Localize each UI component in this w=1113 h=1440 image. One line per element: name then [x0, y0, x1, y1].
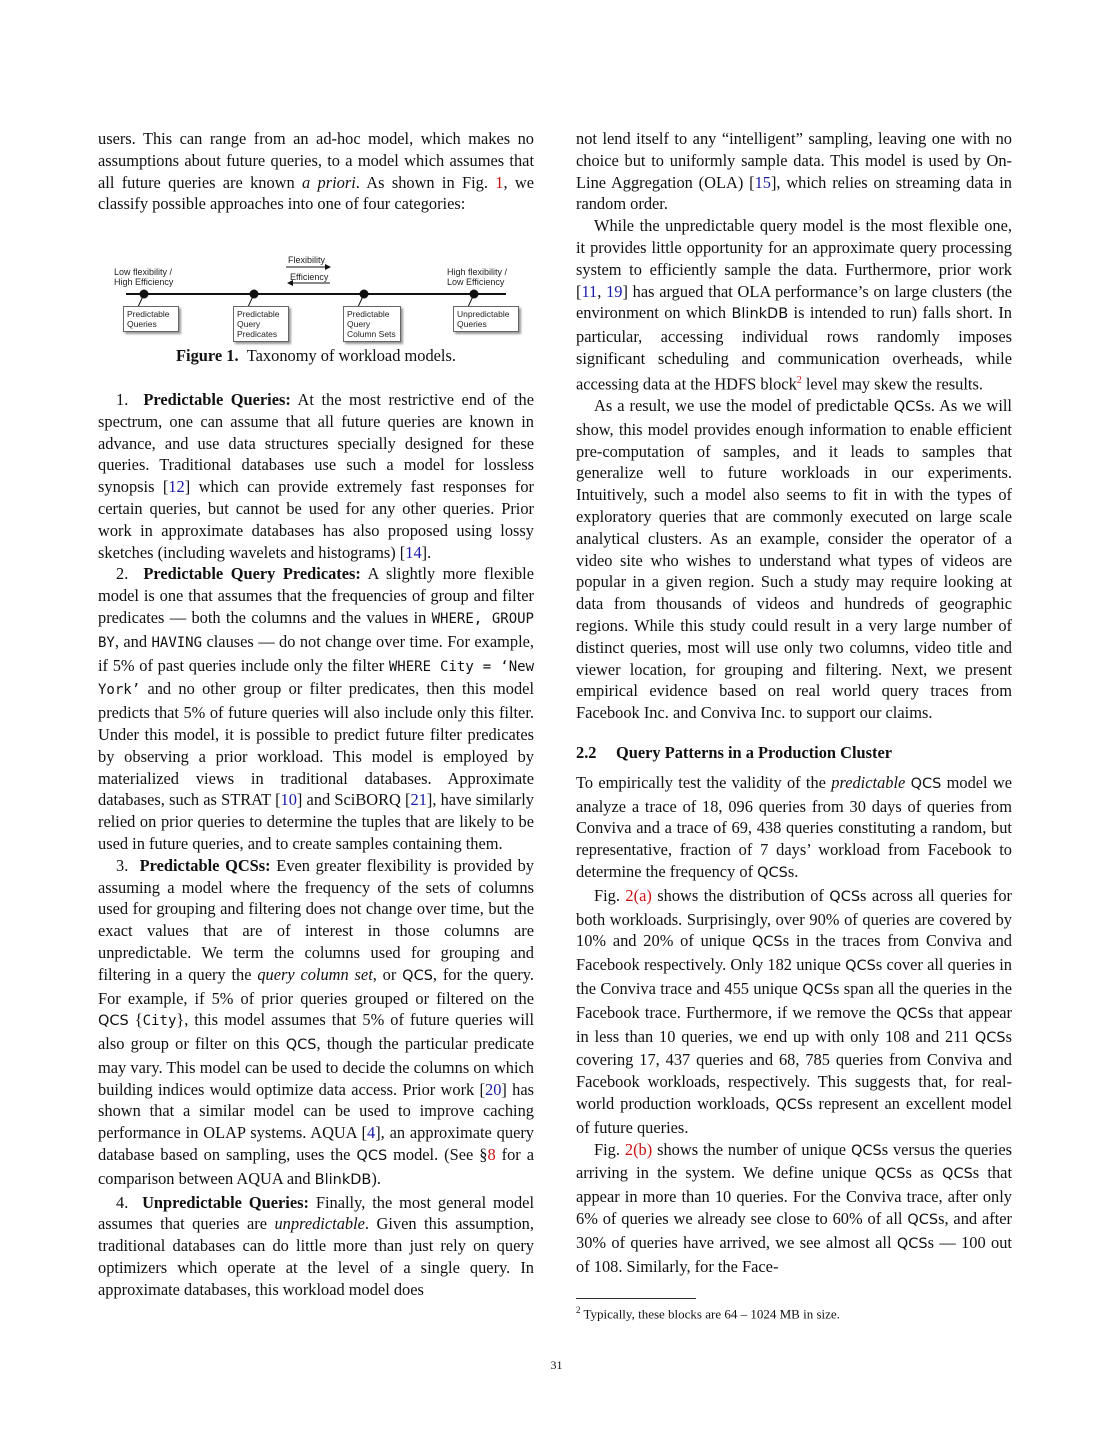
right-column — [576, 128, 1012, 1277]
footnote-mark-link[interactable]: 2 — [796, 374, 802, 386]
citation-link[interactable]: 19 — [606, 281, 623, 301]
box-predictable-query-column-sets: Predictable Query Column Sets — [343, 306, 401, 342]
figure-ref-link[interactable]: 1 — [495, 172, 504, 192]
efficiency-label: Efficiency — [290, 272, 329, 283]
footnote: $^2$ Typically, these blocks are 64 – 1024 MB in size. — [576, 1305, 840, 1322]
citation-link[interactable]: 4 — [366, 1123, 376, 1143]
figure-caption: Figure 1. Taxonomy of workload models. — [176, 346, 456, 366]
paragraph-fig2b: Fig. 2(b) shows the number of unique QCSs versus the queries arriving in the system. We define unique QCSs as QCSs that appear in more than 10 queries. For the Conviva trace, after only 6% of queries we already see close to 60% of all QCSs, and after 30% of queries have arrived, we see almost all QCSs — 100 out of 108. Similarly, for the Face- — [576, 1139, 1013, 1276]
item-unpredictable-queries: 4. Unpredictable Queries: Finally, the most general model assumes that queries are unpredictable. Given this assumption, traditional databases can do little more than just rely on query optimizers which operate at the level of a single query. In approximate databases, this workload model does — [98, 1192, 534, 1299]
citation-link[interactable]: 12 — [168, 477, 185, 497]
paragraph-predictable-qcs: As a result, we use the model of predictable QCSs. As we will show, this model provides enough information to enable efficient pre-computation of samples, and it leads to samples that generalize well to future workloads in our experiments. Intuitively, such a model also seems to fit in with the types of exploratory queries that are commonly executed on large scale analytical clusters. As an example, consider the operator of a video site who wishes to understand what types of videos are popular in a given region. Such a study may require looking at data from thousands of videos and hundreds of geographic regions. While this study could result in a very large number of distinct queries, most will use only two columns, video title and viewer location, for grouping and filtering. Next, we present empirical evidence based on real world query traces from Facebook Inc. and Conviva Inc. to support our claims. — [576, 396, 1012, 723]
citation-link[interactable]: 10 — [280, 790, 297, 810]
figure-ref-link[interactable]: 2(a) — [625, 885, 652, 905]
box-predictable-queries: Predictable Queries — [123, 306, 179, 332]
section-ref-link[interactable]: 8 — [487, 1145, 496, 1165]
section-heading: 2.2 Query Patterns in a Production Cluster — [576, 742, 893, 762]
left-column — [98, 128, 534, 1301]
left-end-label: Low flexibility / High Efficiency — [114, 267, 174, 288]
figure-taxonomy — [98, 249, 534, 340]
citation-link[interactable]: 20 — [485, 1079, 502, 1099]
item-predictable-query-predicates: 2. Predictable Query Predicates: A slightly more flexible model is one that assumes that the frequencies of group and filter predicates — both the columns and the values in WHERE, GROUP BY, and HAVING clauses — do not change over time. For example, if 5% of past queries include only the filter WHERE City = ‘New York’ and no other group or filter predicates, then this model predicts that 5% of future queries will also include only this filter. Under this model, it is possible to predict future filter predicates by observing a prior workload. This model is employed by materialized views in traditional databases. Approximate databases, such as STRAT [10] and SciBORQ [21], have similarly relied on prior queries to determine the tuples that are likely to be used in future queries, and to create samples containing them. — [98, 564, 534, 853]
item-predictable-qcss: 3. Predictable QCSs: Even greater flexibility is provided by assuming a model where the frequency of the sets of columns used for grouping and filtering does not change over time, but the exact values that are of interest in those columns are unpredictable. We term the columns used for grouping and filtering in a query the query column set, or QCS, for the query. For example, if 5% of prior queries grouped or filtered on the QCS {City}, this model assumes that 5% of future queries will also group or filter on this QCS, though the particular predicate may vary. This model can be used to decide the columns on which building indices would optimize data access. Prior work [20] has shown that a similar model can be used to improve caching performance in OLAP systems. AQUA [4], an approximate query database based on sampling, uses the QCS model. (See §8 for a comparison between AQUA and BlinkDB). — [98, 855, 535, 1188]
intro-paragraph: users. This can range from an ad-hoc model, which makes no assumptions about future queries, to a model which assumes that all future queries are known a priori. As shown in Fig. 1, we classify possible approaches into one of four categories: — [98, 129, 534, 214]
footnote-divider — [576, 1298, 696, 1299]
citation-link[interactable]: 21 — [410, 790, 427, 810]
paragraph-fig2a: Fig. 2(a) shows the distribution of QCSs across all queries for both workloads. Surprisingly, over 90% of queries are covered by 10% and 20% of unique QCSs in the traces from Conviva and Facebook respectively. Only 182 unique QCSs cover all queries in the Conviva trace and 455 unique QCSs span all the queries in the Facebook trace. Furthermore, if we remove the QCSs that appear in less than 10 queries, we end up with only 108 and 211 QCSs covering 17, 437 queries and 68, 785 queries from Conviva and Facebook workloads, respectively. This suggests that, for real-world production workloads, QCSs represent an excellent model of future queries. — [576, 885, 1013, 1137]
flexibility-label: Flexibility — [288, 255, 326, 266]
citation-link[interactable]: 11 — [581, 281, 598, 301]
paragraph-ola: not lend itself to any “intelligent” sampling, leaving one with no choice but to uniformly sample data. This model is used by On-Line Aggregation (OLA) [15], which relies on streaming data in random order. — [576, 129, 1012, 214]
figure-ref-link[interactable]: 2(b) — [624, 1139, 653, 1159]
box-unpredictable-queries: Unpredictable Queries — [453, 306, 519, 332]
paragraph-traces: To empirically test the validity of the predictable QCS model we analyze a trace of 18, 096 queries from 30 days of queries from Conviva and a trace of 69, 438 queries constituting a random, but representative, fraction of 7 days’ workload from Facebook to determine the frequency of QCSs. — [576, 772, 1012, 881]
right-end-label: High flexibility / Low Efficiency — [447, 267, 508, 288]
citation-link[interactable]: 15 — [754, 172, 771, 192]
citation-link[interactable]: 14 — [405, 542, 422, 562]
box-predictable-query-predicates: Predictable Query Predicates — [233, 306, 289, 342]
page-number: 31 — [550, 1358, 563, 1372]
item-predictable-queries: 1. Predictable Queries: At the most restrictive end of the spectrum, one can assume that all future queries are known in advance, and use data structures specially designed for these queries. Traditional databases use such a model for lossless synopsis [12] which can provide extremely fast responses for certain queries, but cannot be used for any other queries. Prior work in approximate databases has also proposed using lossy sketches (including wavelets and histograms) [14]. — [98, 389, 534, 562]
paragraph-unpredictable-model: While the unpredictable query model is the most flexible one, it provides little opportunity for an approximate query processing system to efficiently sample the data. Furthermore, prior work [11, 19] has argued that OLA performance’s on large clusters (the environment on which BlinkDB is intended to run) falls short. In particular, accessing individual rows randomly imposes significant scheduling and communication overheads, while accessing data at the HDFS block$^2$ level may skew the results. — [576, 216, 1012, 394]
